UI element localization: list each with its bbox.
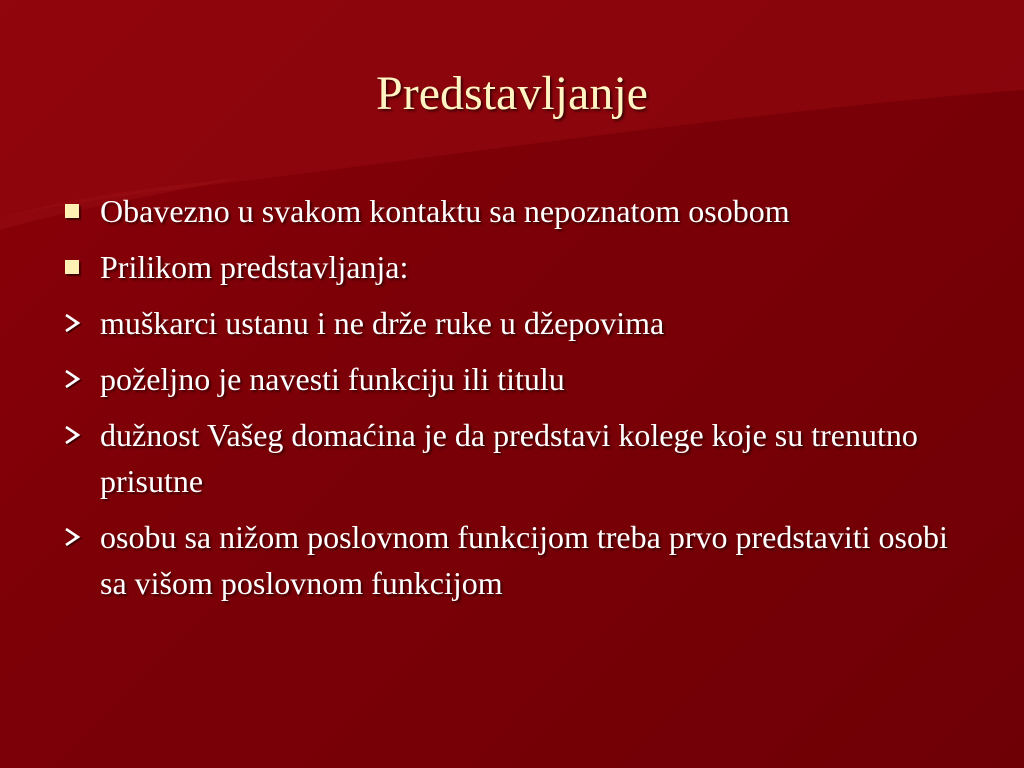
bullet-item — [62, 514, 982, 606]
slide-title: Predstavljanje — [376, 67, 648, 120]
bullet-text: osobu sa nižom poslovnom funkcijom treba prvo predstaviti osobi sa višom poslovnom funkcijom — [100, 519, 948, 601]
arrow-bullet-icon — [62, 356, 86, 402]
arrow-bullet-icon — [62, 300, 86, 346]
bullet-item — [62, 244, 982, 290]
bullet-text: poželjno je navesti funkciju ili titulu — [100, 361, 565, 397]
bullet-item — [62, 412, 982, 504]
bullet-text: muškarci ustanu i ne drže ruke u džepovima — [100, 305, 665, 341]
bullet-text: Obavezno u svakom kontaktu sa nepoznatom osobom — [100, 193, 790, 229]
bullet-text: Prilikom predstavljanja: — [100, 249, 409, 285]
bullet-list — [62, 188, 982, 616]
square-bullet-icon — [62, 244, 86, 290]
arrow-bullet-icon — [62, 412, 86, 458]
square-bullet-icon — [62, 188, 86, 234]
bullet-item — [62, 356, 982, 402]
arrow-bullet-icon — [62, 514, 86, 560]
bullet-item — [62, 300, 982, 346]
bullet-text: dužnost Vašeg domaćina je da predstavi kolege koje su trenutno prisutne — [100, 417, 918, 499]
bullet-item — [62, 188, 982, 234]
